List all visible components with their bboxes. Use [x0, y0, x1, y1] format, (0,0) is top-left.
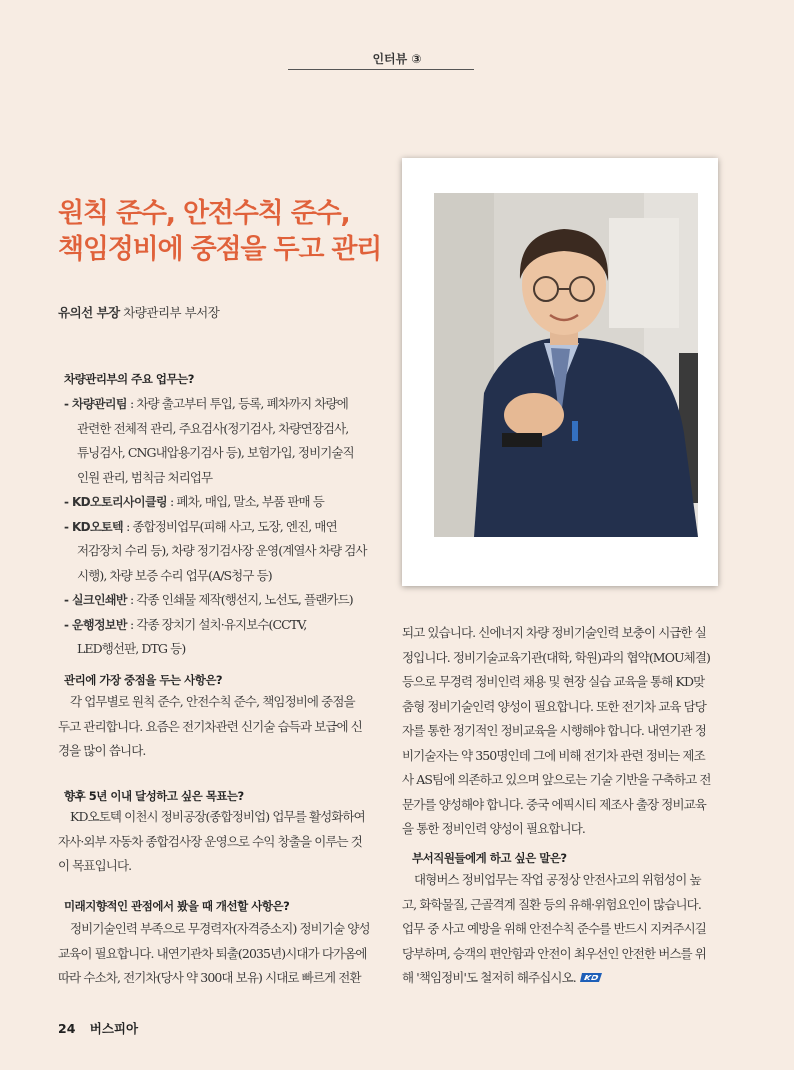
list-item-text: : 각종 장치기 설치·유지보수(CCTV, — [126, 616, 307, 632]
answer-line: 이 목표입니다. — [58, 858, 132, 873]
list-item — [64, 613, 384, 638]
answer-line: 경을 많이 씁니다. — [58, 743, 146, 758]
list-item-text: : 폐차, 매입, 말소, 부품 판매 등 — [166, 494, 324, 509]
answer-line: 등으로 무경력 정비인력 채용 및 현장 실습 교육을 통해 KD맞 — [402, 674, 705, 689]
answer-line: 대형버스 정비업무는 작업 공정상 안전사고의 위험성이 높 — [414, 872, 701, 887]
answer-line: 자사·외부 자동차 종합검사장 운영으로 수익 창출을 이루는 것 — [58, 833, 362, 849]
answer-paragraph — [58, 917, 378, 991]
list-item-text: : 차량 출고부터 투입, 등록, 폐차까지 차량에 — [126, 396, 348, 411]
answer-line: 문가를 양성해야 합니다. 중국 에픽시티 제조사 출장 정비교육 — [402, 796, 706, 812]
answer-paragraph-continued — [402, 621, 722, 842]
answer-paragraph — [58, 805, 378, 879]
list-item-continuation: 튜닝검사, CNG내압용기검사 등), 보험가입, 정비기술직 — [77, 445, 354, 460]
list-item-continuation: LED행선판, DTG 등) — [77, 641, 186, 656]
section-divider — [288, 69, 474, 70]
answer-line: 사 AS팀에 의존하고 있으며 앞으로는 기술 기반을 구축하고 전 — [402, 772, 711, 787]
answer-line: 당부하며, 승객의 편안함과 안전이 최우선인 안전한 버스를 위 — [402, 945, 706, 961]
answer-line: 비기술자는 약 350명인데 그에 비해 전기차 관련 정비는 제조 — [402, 747, 705, 763]
byline — [58, 303, 219, 321]
answer-line: 자를 통한 정기적인 정비교육을 시행해야 합니다. 내연기관 정 — [402, 723, 706, 738]
byline-title: 차량관리부 부서장 — [123, 305, 220, 320]
answer-paragraph — [58, 690, 378, 764]
answer-line: 업무 중 사고 예방을 위해 안전수칙 준수를 반드시 지켜주시길 — [402, 921, 706, 936]
question-heading: 차량관리부의 주요 업무는? — [64, 372, 194, 386]
list-item-text: : 각종 인쇄물 제작(행선지, 노선도, 플랜카드) — [126, 592, 353, 607]
interviewee-photo — [434, 193, 698, 537]
headline-line: 원칙 준수, 안전수칙 준수, — [58, 198, 350, 229]
list-item-text: : 종합정비업무(피해 사고, 도장, 엔진, 매연 — [123, 518, 337, 534]
magazine-name: 버스피아 — [89, 1021, 139, 1036]
list-item — [64, 490, 384, 515]
article-headline — [58, 196, 398, 268]
answer-line: 따라 수소차, 전기차(당사 약 300대 보유) 시대로 빠르게 전환 — [58, 970, 361, 985]
list-item — [64, 515, 384, 540]
section-label: 인터뷰 ③ — [372, 52, 422, 66]
question-heading: 관리에 가장 중점을 두는 사항은? — [64, 673, 223, 687]
byline-name: 유의선 부장 — [58, 305, 120, 320]
headline-line: 책임정비에 중점을 두고 관리 — [58, 234, 382, 265]
list-item-label: - 운행정보반 — [64, 617, 127, 632]
portrait-illustration — [434, 193, 698, 537]
list-item-label: - 차량관리팀 — [64, 397, 127, 411]
answer-line: 정비기술인력 부족으로 무경력자(자격증소지) 정비기술 양성 — [70, 921, 370, 936]
answer-line: 교육이 필요합니다. 내연기관차 퇴출(2035년)시대가 다가옴에 — [58, 945, 367, 961]
answer-line: 해 '책임정비'도 철저히 해주십시오. — [402, 970, 576, 985]
page-number: 24 — [58, 1021, 76, 1036]
answer-line: KD오토텍 이천시 정비공장(종합정비업) 업무를 활성화하여 — [70, 809, 365, 824]
answer-line: 두고 관리합니다. 요즘은 전기차관련 신기술 습득과 보급에 신 — [58, 718, 362, 734]
list-item-continuation: 저감장치 수리 등), 차량 정기검사장 운영(계열사 차량 검사 — [77, 543, 367, 558]
answer-line: 춤형 정비기술인력 양성이 필요합니다. 또한 전기차 교육 담당 — [402, 698, 706, 714]
list-item-label: - 실크인쇄반 — [64, 593, 127, 607]
page-footer — [58, 1019, 138, 1037]
list-item-label: - KD오토텍 — [64, 519, 123, 534]
question-heading: 미래지향적인 관점에서 봤을 때 개선할 사항은? — [64, 899, 290, 913]
question-heading: 향후 5년 이내 달성하고 싶은 목표는? — [64, 789, 244, 803]
answer-line: 각 업무별로 원칙 준수, 안전수칙 준수, 책임정비에 중점을 — [70, 694, 355, 709]
list-item-continuation: 인원 관리, 범칙금 처리업무 — [77, 469, 213, 485]
kd-logo-icon — [580, 971, 604, 984]
answer-line: 정입니다. 정비기술교육기관(대학, 학원)과의 협약(MOU체결) — [402, 649, 711, 665]
answer-line-final — [402, 966, 722, 991]
list-item-continuation: 관련한 전체적 관리, 주요검사(정기검사, 차량연장검사, — [77, 420, 349, 436]
list-item — [64, 392, 384, 417]
question-heading: 부서직원들에게 하고 싶은 말은? — [412, 851, 567, 865]
answer-line: 되고 있습니다. 신에너지 차량 정비기술인력 보충이 시급한 실 — [402, 625, 706, 640]
list-item-label: - KD오토리사이클링 — [64, 495, 167, 509]
list-item — [64, 588, 384, 613]
answer-paragraph — [402, 868, 722, 991]
list-item-continuation: 시행), 차량 보증 수리 업무(A/S청구 등) — [77, 567, 272, 583]
answer-line: 을 통한 정비인력 양성이 필요합니다. — [402, 821, 585, 836]
answer-line: 고, 화학물질, 근골격계 질환 등의 유해·위험요인이 많습니다. — [402, 896, 701, 912]
duty-list — [64, 392, 384, 662]
